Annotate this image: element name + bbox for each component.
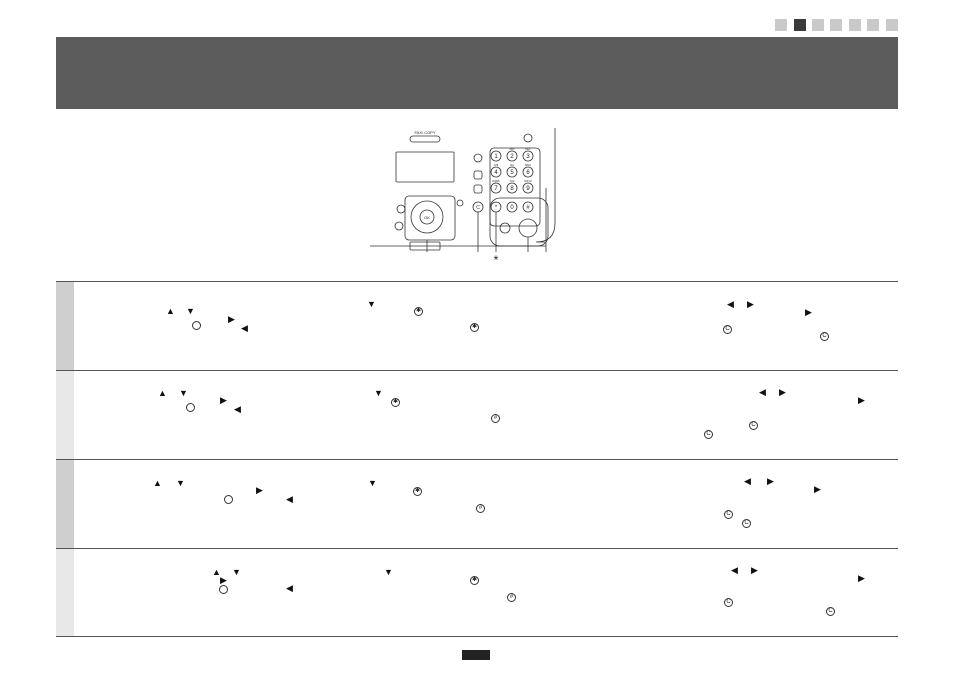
stop-button: [500, 223, 510, 233]
down-arrow-icon: ▼: [374, 388, 383, 398]
hash-key-icon: #: [507, 593, 516, 602]
row-divider-2: [56, 459, 898, 460]
status-button: [457, 200, 463, 206]
left-arrow-icon: ◀: [731, 565, 738, 575]
star-key-icon: ✱: [415, 308, 422, 314]
star-key-icon: ✱: [471, 324, 478, 330]
right-arrow-icon: ▶: [858, 573, 865, 583]
down-arrow-icon: ▼: [368, 478, 377, 488]
c-key-icon: C: [749, 421, 758, 430]
keypad-sub-9: WXYZ: [524, 180, 532, 183]
keypad-key-3: 3: [526, 154, 530, 160]
down-arrow-icon: ▼: [179, 388, 188, 398]
c-key-label: C: [476, 205, 480, 211]
right-arrow-icon: ▶: [751, 565, 758, 575]
star-key-icon: ✱: [392, 399, 399, 405]
fax-copy-label: FAX/ COPY: [414, 130, 436, 135]
hash-key-icon: #: [491, 414, 500, 423]
keypad-key-1: 1: [494, 154, 498, 160]
start-area-frame: [490, 198, 548, 246]
keypad-sub-5: JKL: [509, 164, 515, 167]
keypad-sub-7: PQRS: [492, 180, 500, 183]
c-key-icon: C: [742, 519, 751, 528]
function-key-2: [474, 171, 482, 179]
page-tab-6[interactable]: [867, 19, 879, 31]
keypad-key-5: 5: [510, 170, 514, 176]
function-key-1: [474, 154, 482, 162]
c-key-icon: C: [723, 325, 732, 334]
right-arrow-icon: ▶: [805, 307, 812, 317]
c-key-icon: C: [820, 332, 829, 341]
down-arrow-icon: ▼: [384, 567, 393, 577]
ok-circle-icon: [192, 321, 201, 330]
keypad-sub-6: MNO: [525, 164, 531, 167]
right-arrow-icon: ▶: [814, 484, 821, 494]
page-number-block: [462, 650, 490, 660]
keypad-key-8: 8: [510, 186, 514, 192]
keypad-key-2: 2: [510, 154, 514, 160]
keypad-sub-8: TUV: [509, 180, 515, 183]
ok-circle-icon: [186, 403, 195, 412]
left-arrow-icon: ◀: [241, 323, 248, 333]
c-key-icon: C: [724, 510, 733, 519]
keypad-key-star: *: [494, 205, 498, 211]
start-button: [519, 219, 537, 237]
keypad-sub-2: ABC: [509, 148, 515, 151]
right-arrow-icon: ▶: [767, 476, 774, 486]
row-1-side: [56, 282, 74, 370]
down-arrow-icon: ▼: [367, 299, 376, 309]
function-key-3: [474, 185, 482, 193]
ok-circle-icon: [224, 495, 233, 504]
star-key-icon: ✱: [471, 577, 478, 583]
keypad-key-0: 0: [510, 205, 514, 211]
keypad-sub-4: GHI: [493, 164, 499, 167]
right-arrow-icon: ▶: [228, 314, 235, 324]
page-tab-4[interactable]: [830, 19, 842, 31]
row-2-side: [56, 371, 74, 459]
right-arrow-icon: ▶: [858, 395, 865, 405]
page-tab-3[interactable]: [812, 19, 824, 31]
page-tab-7[interactable]: [886, 19, 898, 31]
page-tab-2[interactable]: [794, 19, 806, 31]
power-icon: [524, 134, 532, 142]
lcd-display: [396, 152, 454, 182]
left-arrow-icon: ◀: [286, 494, 293, 504]
ok-label: OK: [424, 215, 430, 220]
fax-copy-button: [410, 136, 440, 142]
keypad-key-7: 7: [494, 186, 498, 192]
down-arrow-icon: ▼: [232, 567, 241, 577]
keypad-key-6: 6: [526, 170, 530, 176]
row-divider-3: [56, 548, 898, 549]
row-divider-1: [56, 370, 898, 371]
star-key-icon: ✱: [414, 488, 421, 494]
left-arrow-icon: ◀: [727, 299, 734, 309]
header-band: [56, 37, 898, 109]
left-arrow-icon: ◀: [759, 387, 766, 397]
page-tab-1[interactable]: [775, 19, 787, 31]
page-tab-5[interactable]: [849, 19, 861, 31]
ok-circle-icon: [219, 585, 228, 594]
right-arrow-icon: ▶: [779, 387, 786, 397]
dpad-frame: [405, 196, 455, 240]
up-arrow-icon: ▲: [212, 567, 221, 577]
operation-panel-illustration: [370, 118, 585, 268]
right-arrow-icon: ▶: [256, 485, 263, 495]
row-divider-bottom: [56, 636, 898, 637]
keypad-key-4: 4: [494, 170, 498, 176]
right-arrow-icon: ▶: [220, 395, 227, 405]
row-divider-top: [56, 281, 898, 282]
row-3-side: [56, 460, 74, 548]
down-arrow-icon: ▼: [176, 478, 185, 488]
menu-button: [397, 205, 405, 213]
row-4-side: [56, 549, 74, 636]
left-arrow-icon: ◀: [286, 583, 293, 593]
hash-key-icon: #: [476, 504, 485, 513]
asterisk-callout: *: [493, 253, 499, 267]
right-arrow-icon: ▶: [220, 575, 227, 585]
right-arrow-icon: ▶: [747, 299, 754, 309]
c-key-icon: C: [724, 598, 733, 607]
c-key-icon: C: [826, 607, 835, 616]
up-arrow-icon: ▲: [166, 306, 175, 316]
keypad-sub-3: DEF: [525, 148, 531, 151]
keypad-key-hash: #: [526, 205, 530, 211]
up-arrow-icon: ▲: [158, 388, 167, 398]
back-button: [395, 222, 403, 230]
up-arrow-icon: ▲: [153, 478, 162, 488]
c-key-icon: C: [704, 430, 713, 439]
down-arrow-icon: ▼: [186, 306, 195, 316]
keypad-key-9: 9: [526, 186, 530, 192]
left-arrow-icon: ◀: [234, 404, 241, 414]
left-arrow-icon: ◀: [744, 476, 751, 486]
